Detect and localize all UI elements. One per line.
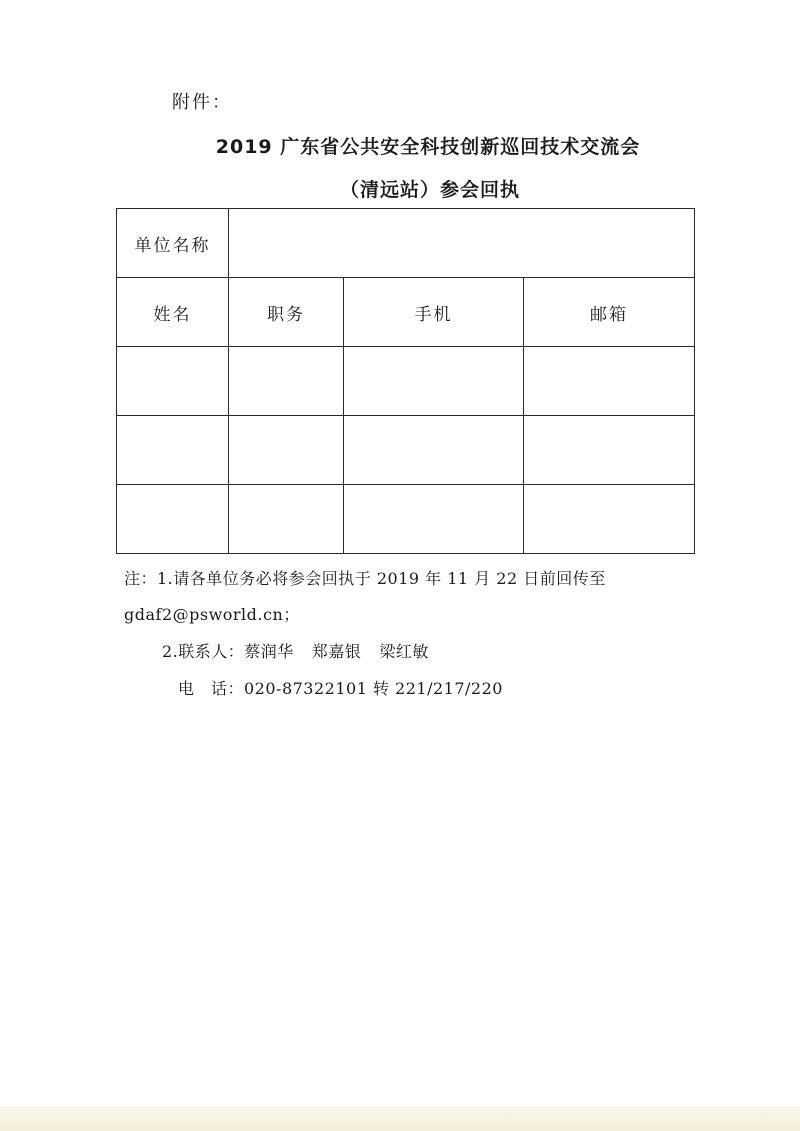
registration-table	[116, 208, 695, 554]
table-row	[117, 416, 695, 485]
scan-edge	[0, 1106, 800, 1131]
mobile-cell[interactable]	[344, 416, 524, 485]
email-cell[interactable]	[524, 416, 695, 485]
contact-name: 梁红敏	[379, 642, 429, 661]
note-contacts	[162, 639, 447, 662]
header-position: 职务	[229, 278, 344, 347]
header-email: 邮箱	[524, 278, 695, 347]
contact-name: 郑嘉银	[311, 642, 362, 661]
position-cell[interactable]	[229, 485, 344, 554]
name-cell[interactable]	[117, 485, 229, 554]
contact-name: 蔡润华	[244, 642, 294, 661]
document-title: 2019 广东省公共安全科技创新巡回技术交流会	[215, 136, 641, 158]
table-row	[117, 485, 695, 554]
unit-name-label: 单位名称	[117, 209, 229, 278]
position-cell[interactable]	[229, 347, 344, 416]
unit-name-field[interactable]	[229, 209, 695, 278]
header-name: 姓名	[117, 278, 229, 347]
email-cell[interactable]	[524, 485, 695, 554]
mobile-cell[interactable]	[344, 347, 524, 416]
contacts-label: 2.联系人：	[162, 642, 245, 661]
attachment-label: 附件：	[172, 92, 232, 113]
header-row	[117, 278, 695, 347]
name-cell[interactable]	[117, 347, 229, 416]
name-cell[interactable]	[117, 416, 229, 485]
document-subtitle: （清远站）参会回执	[339, 179, 520, 201]
note-deadline: 注：1.请各单位务必将参会回执于 2019 年 11 月 22 日前回传至	[124, 569, 606, 588]
header-mobile: 手机	[344, 278, 524, 347]
note-email: gdaf2@psworld.cn；	[124, 605, 300, 624]
note-phone: 电 话：020-87322101 转 221/217/220	[178, 679, 503, 698]
table-row	[117, 347, 695, 416]
position-cell[interactable]	[229, 416, 344, 485]
email-cell[interactable]	[524, 347, 695, 416]
unit-row	[117, 209, 695, 278]
mobile-cell[interactable]	[344, 485, 524, 554]
